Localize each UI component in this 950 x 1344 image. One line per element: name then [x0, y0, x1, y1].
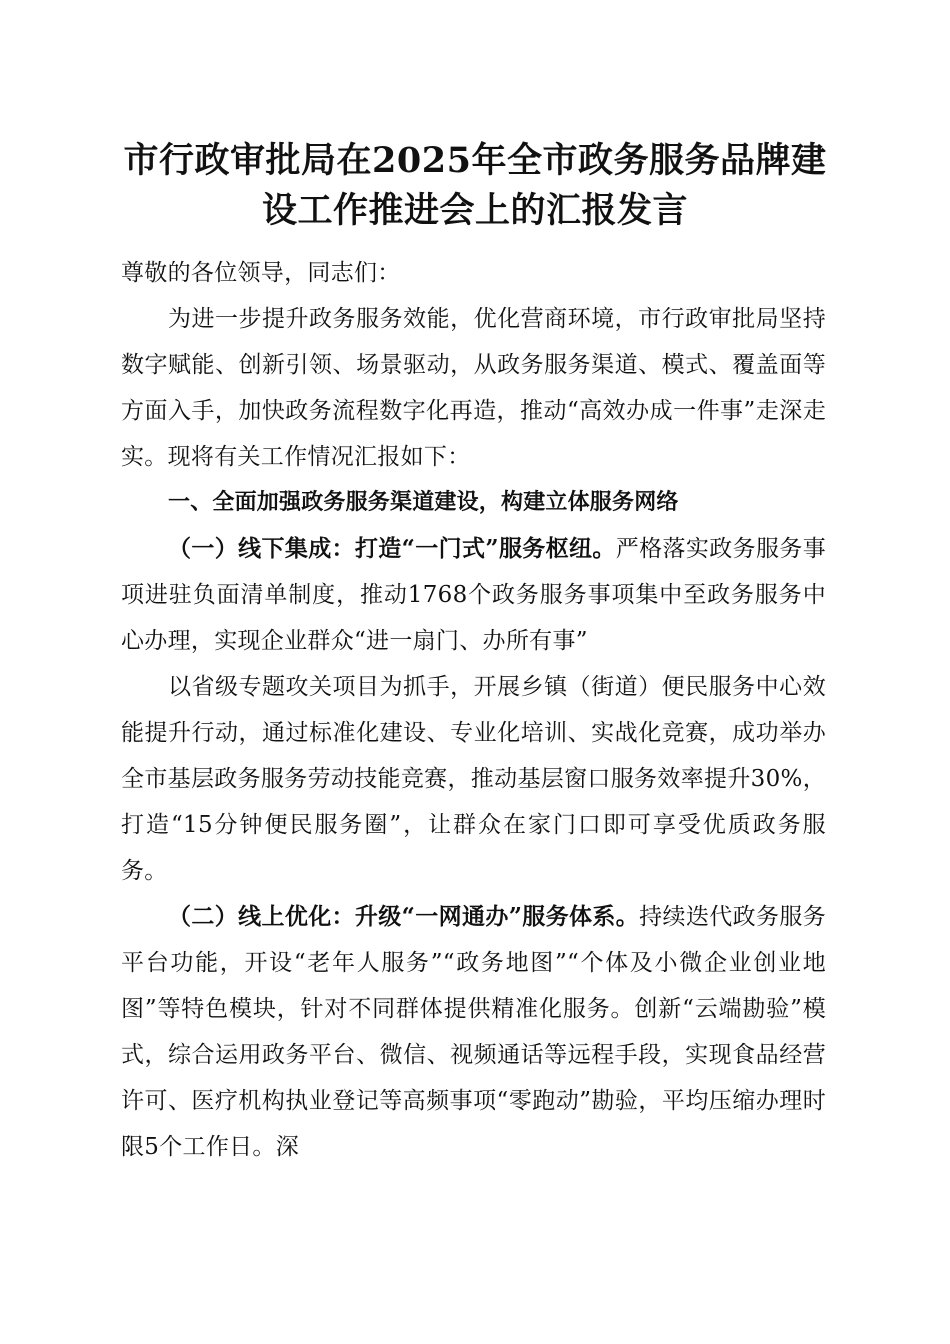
intro-paragraph: 为进一步提升政务服务效能，优化营商环境，市行政审批局坚持数字赋能、创新引领、场景驱动，从政务服务渠道、模式、覆盖面等方面入手，加快政务流程数字化再造，推动“高效办成一件事”走深走实。现将有关工作情况汇报如下：	[121, 306, 826, 470]
subsection-2-text: 持续迭代政务服务平台功能，开设“老年人服务”“政务地图”“个体及小微企业创业地图”等特色模块，针对不同群体提供精准化服务。创新“云端勘验”模式，综合运用政务平台、微信、视频通话等远程手段，实现食品经营许可、医疗机构执业登记等高频事项“零跑动”勘验，平均压缩办理时限5个工作日。深	[121, 904, 826, 1160]
subsection-2-heading: （二）线上优化：升级“一网通办”服务体系。	[168, 903, 640, 930]
subsection-1-paragraph	[121, 526, 826, 664]
subsection-2-paragraph	[121, 894, 826, 1170]
salutation: 尊敬的各位领导，同志们：	[121, 260, 401, 286]
title-line-1: 市行政审批局在2025年全市政务服务品牌建	[123, 140, 827, 181]
title-line-2: 设工作推进会上的汇报发言	[261, 190, 688, 231]
subsection-1-text: 严格落实政务服务事项进驻负面清单制度，推动1768个政务服务事项集中至政务服务中心办理，实现企业群众“进一扇门、办所有事”	[121, 536, 826, 654]
township-paragraph: 以省级专题攻关项目为抓手，开展乡镇（街道）便民服务中心效能提升行动，通过标准化建设、专业化培训、实战化竞赛，成功举办全市基层政务服务劳动技能竞赛，推动基层窗口服务效率提升30%，打造“15分钟便民服务圈”，让群众在家门口即可享受优质政务服务。	[121, 674, 826, 884]
section-1-heading: 一、全面加强政务服务渠道建设，构建立体服务网络	[168, 490, 679, 515]
subsection-1-heading: （一）线下集成：打造“一门式”服务枢纽。	[168, 535, 616, 562]
document-body	[121, 250, 826, 1170]
document-title	[110, 136, 840, 236]
